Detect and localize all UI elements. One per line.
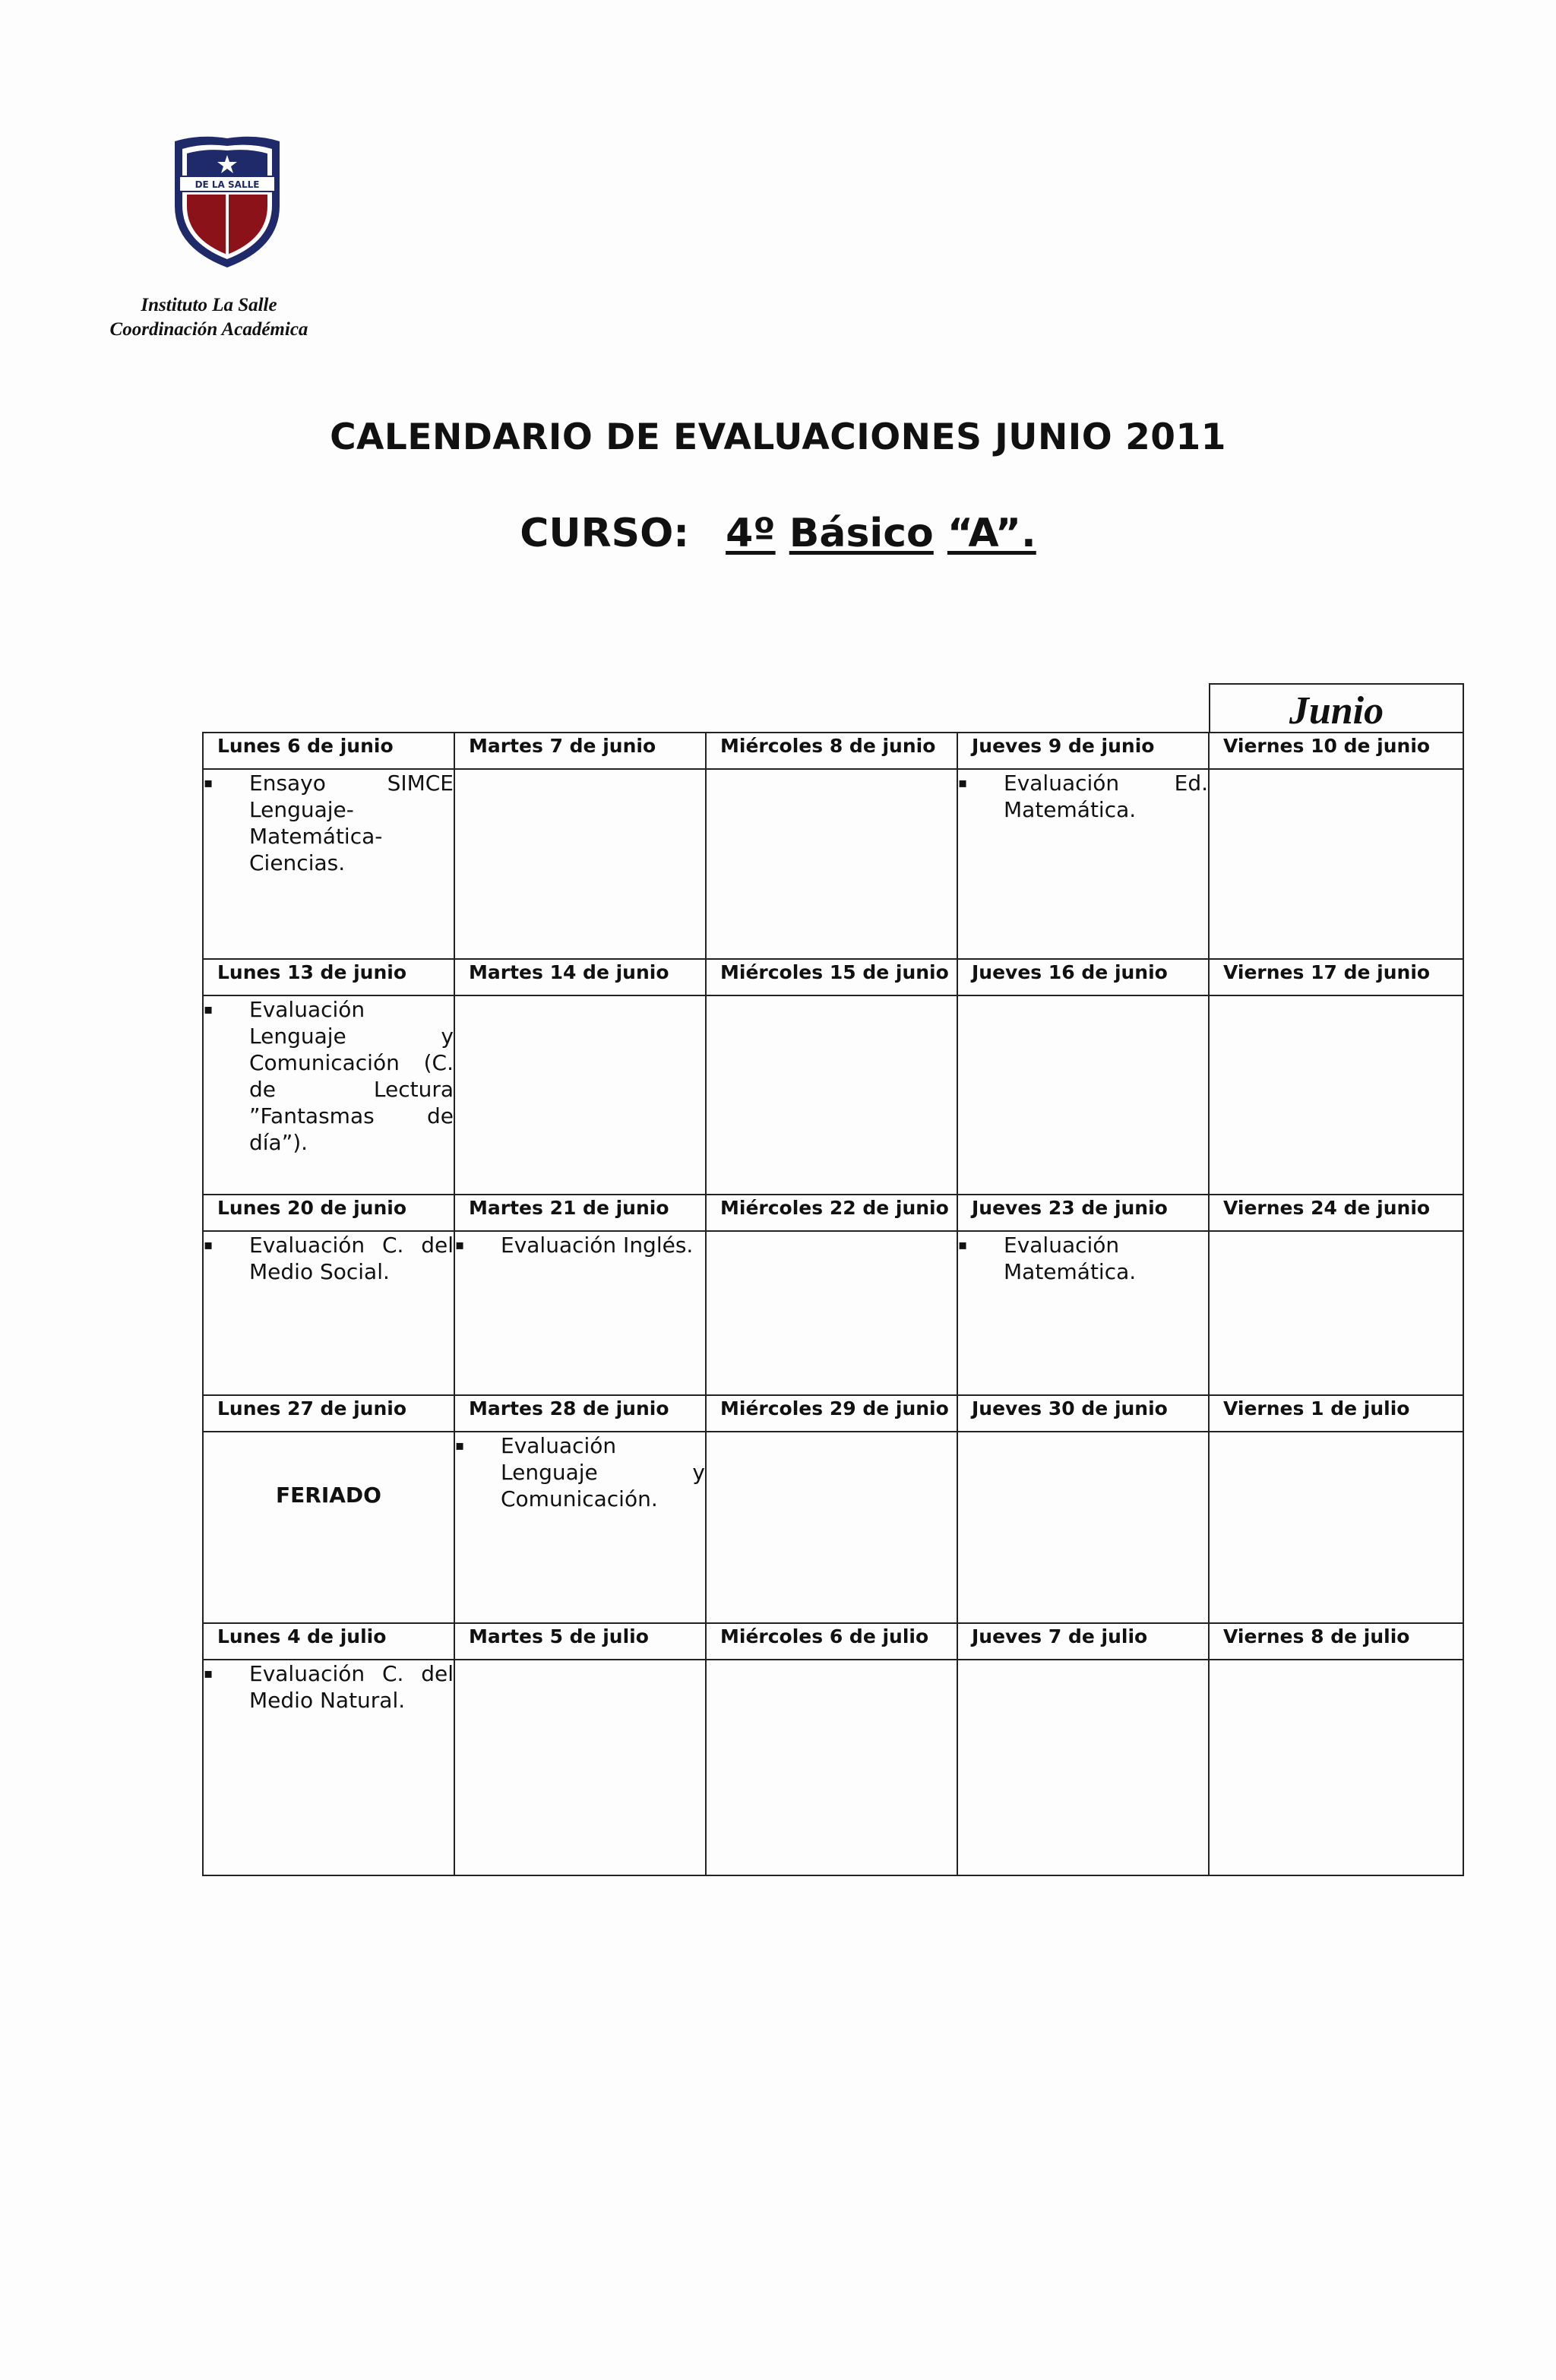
course-line [0,511,1556,556]
day-cell [1209,769,1463,959]
day-header: Martes 21 de junio [454,1195,706,1231]
evaluation-item [455,1432,705,1512]
day-header: Miércoles 15 de junio [706,959,957,995]
evaluation-item [204,770,454,876]
day-cell [203,1432,454,1623]
day-cell [454,769,706,959]
square-bullet-icon: ▪ [455,1237,465,1253]
course-grade: 4º [726,511,776,556]
evaluation-text: Evaluación Ed. Matemática. [1004,771,1208,822]
day-header: Miércoles 6 de julio [706,1623,957,1660]
month-label: Junio [1209,683,1464,733]
day-header: Lunes 20 de junio [203,1195,454,1231]
evaluation-item [958,1232,1208,1285]
day-header: Jueves 16 de junio [957,959,1209,995]
evaluation-item [204,1232,454,1285]
day-cell [706,1231,957,1395]
day-cell [957,769,1209,959]
day-header: Jueves 9 de junio [957,733,1209,769]
day-header: Lunes 13 de junio [203,959,454,995]
day-cell [957,1231,1209,1395]
day-header: Viernes 1 de julio [1209,1395,1463,1432]
day-cell [957,1432,1209,1623]
day-cell [1209,1432,1463,1623]
day-header: Martes 7 de junio [454,733,706,769]
square-bullet-icon: ▪ [958,1237,968,1253]
evaluation-item [204,1660,454,1714]
square-bullet-icon: ▪ [455,1438,465,1454]
day-cell [706,1432,957,1623]
department-name: Coordinación Académica [109,319,308,340]
day-cell [1209,1231,1463,1395]
page-title: CALENDARIO DE EVALUACIONES JUNIO 2011 [330,416,1226,458]
day-header: Miércoles 8 de junio [706,733,957,769]
day-header: Lunes 6 de junio [203,733,454,769]
week-header-row [203,1195,1463,1231]
institution-block [76,293,342,342]
day-cell [454,1432,706,1623]
week-header-row [203,1395,1463,1432]
square-bullet-icon: ▪ [204,1002,213,1018]
day-header: Viernes 17 de junio [1209,959,1463,995]
week-header-row [203,1623,1463,1660]
course-level: Básico [789,511,934,556]
day-header: Martes 28 de junio [454,1395,706,1432]
day-cell [706,995,957,1195]
day-header: Miércoles 29 de junio [706,1395,957,1432]
week-events-row [203,769,1463,959]
evaluation-text: Evaluación Inglés. [501,1233,694,1258]
day-cell [203,1231,454,1395]
week-header-row [203,959,1463,995]
day-header: Martes 14 de junio [454,959,706,995]
evaluation-text: Ensayo SIMCE Lenguaje-Matemática-Ciencias. [249,771,454,875]
day-cell [706,769,957,959]
evaluation-item [455,1232,705,1258]
institution-name: Instituto La Salle [141,295,277,315]
course-label: CURSO: [520,511,690,556]
day-header: Jueves 23 de junio [957,1195,1209,1231]
day-cell [957,995,1209,1195]
week-events-row [203,1660,1463,1875]
course-section: “A”. [947,511,1036,556]
holiday-label: FERIADO [276,1483,381,1508]
day-cell [1209,1660,1463,1875]
week-events-row [203,1432,1463,1623]
day-header: Jueves 30 de junio [957,1395,1209,1432]
week-events-row [203,995,1463,1195]
day-cell [454,1231,706,1395]
day-header: Viernes 10 de junio [1209,733,1463,769]
day-cell [706,1660,957,1875]
square-bullet-icon: ▪ [204,1237,213,1253]
square-bullet-icon: ▪ [958,775,968,791]
evaluation-text: Evaluación Matemática. [1004,1233,1137,1284]
week-events-row [203,1231,1463,1395]
day-cell [1209,995,1463,1195]
day-header: Jueves 7 de julio [957,1623,1209,1660]
day-header: Miércoles 22 de junio [706,1195,957,1231]
day-cell [454,1660,706,1875]
day-cell [203,1660,454,1875]
evaluation-item [958,770,1208,823]
day-header: Martes 5 de julio [454,1623,706,1660]
evaluation-text: Evaluación C. del Medio Social. [249,1233,454,1284]
day-cell [957,1660,1209,1875]
day-header: Lunes 4 de julio [203,1623,454,1660]
day-header: Lunes 27 de junio [203,1395,454,1432]
day-cell [203,769,454,959]
svg-text:DE LA SALLE: DE LA SALLE [194,179,260,190]
evaluation-item [204,996,454,1156]
evaluation-text: Evaluación Lenguaje y Comunicación (C. de Lectura ”Fantasmas de día”). [249,997,454,1155]
de-la-salle-crest-logo [169,134,286,269]
square-bullet-icon: ▪ [204,775,213,791]
day-header: Viernes 8 de julio [1209,1623,1463,1660]
week-header-row [203,733,1463,769]
square-bullet-icon: ▪ [204,1666,213,1682]
day-cell [454,995,706,1195]
evaluation-text: Evaluación Lenguaje y Comunicación. [501,1433,705,1511]
day-cell [203,995,454,1195]
evaluation-text: Evaluación C. del Medio Natural. [249,1661,454,1713]
day-header: Viernes 24 de junio [1209,1195,1463,1231]
evaluation-calendar [202,732,1464,1876]
